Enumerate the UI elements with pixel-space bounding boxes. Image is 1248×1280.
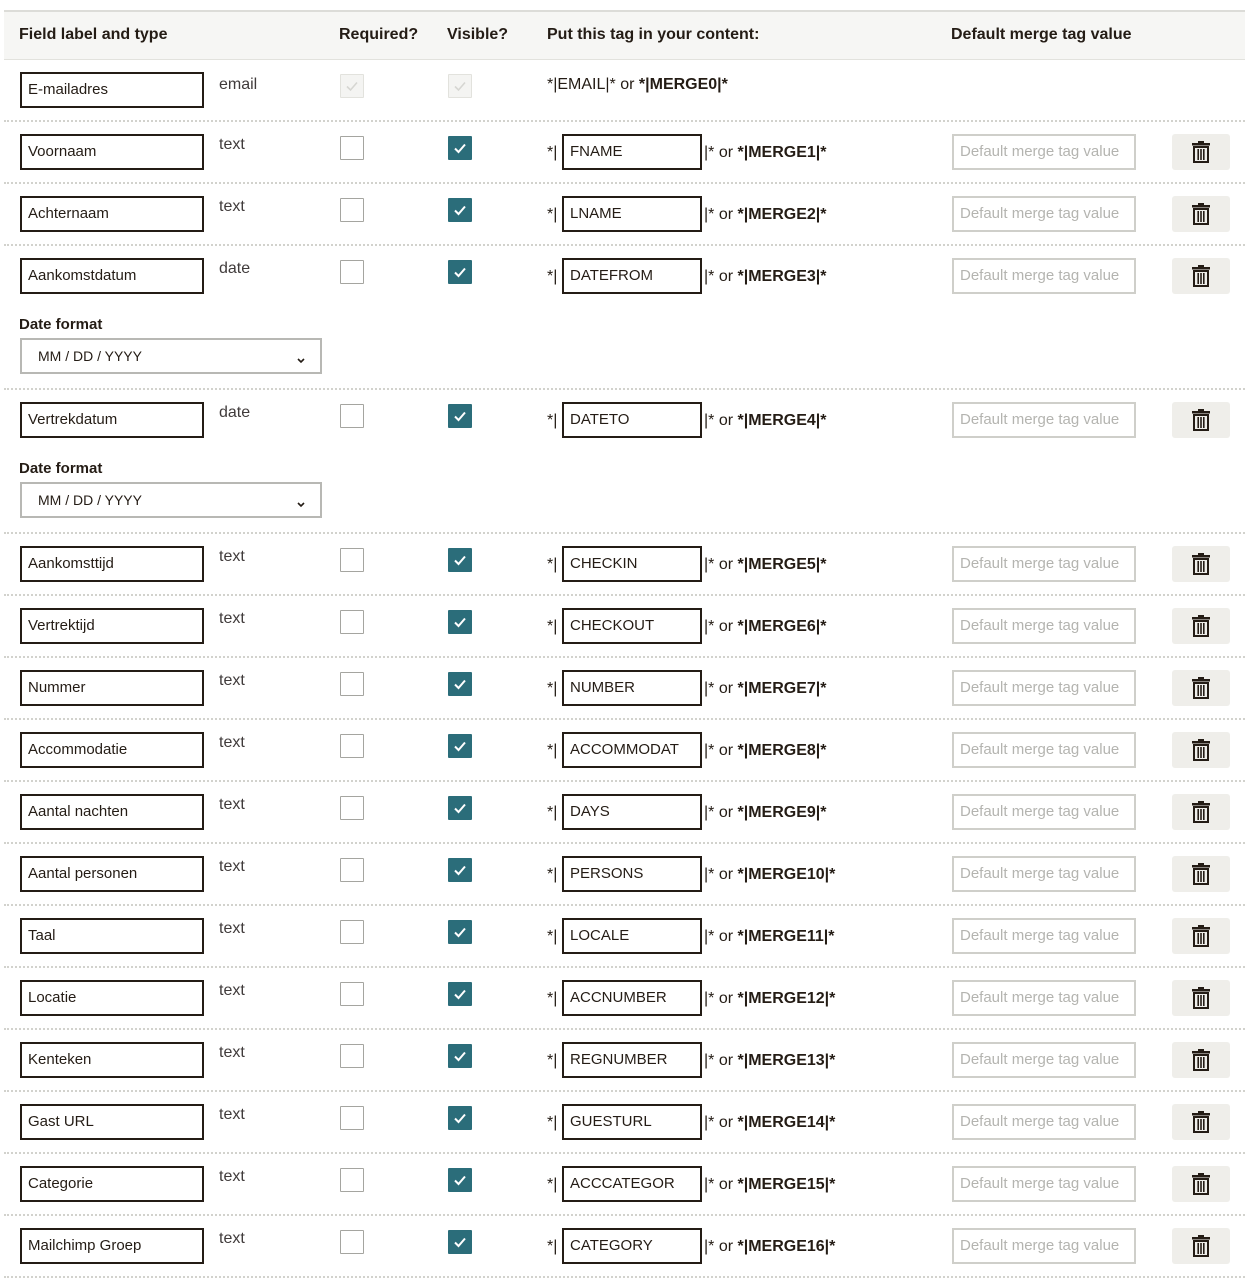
field-row <box>4 1154 1245 1216</box>
checkmark-icon <box>452 78 468 94</box>
field-label-input[interactable]: Aantal personen <box>20 856 204 892</box>
field-label-input[interactable]: E-mailadres <box>20 72 204 108</box>
tag-prefix: *| <box>547 412 558 429</box>
required-checkbox[interactable] <box>340 1168 364 1192</box>
field-row <box>4 1216 1245 1278</box>
default-value-input[interactable]: Default merge tag value <box>952 608 1136 644</box>
default-value-input[interactable]: Default merge tag value <box>952 670 1136 706</box>
tag-prefix: *| <box>547 990 558 1007</box>
delete-field-button[interactable] <box>1172 980 1230 1016</box>
checkmark-icon <box>452 738 468 754</box>
default-value-input[interactable]: Default merge tag value <box>952 258 1136 294</box>
delete-field-button[interactable] <box>1172 196 1230 232</box>
trash-icon <box>1191 1172 1211 1196</box>
table-header <box>4 10 1245 60</box>
visible-checkbox[interactable] <box>448 198 472 222</box>
required-checkbox[interactable] <box>340 672 364 696</box>
delete-field-button[interactable] <box>1172 608 1230 644</box>
default-value-input[interactable]: Default merge tag value <box>952 1042 1136 1078</box>
visible-checkbox[interactable] <box>448 734 472 758</box>
merge-tag-alt: |* or *|MERGE8|* <box>704 742 827 759</box>
checkmark-icon <box>452 264 468 280</box>
tag-prefix: *| <box>547 928 558 945</box>
checkmark-icon <box>452 1110 468 1126</box>
merge-tag-alt: |* or *|MERGE15|* <box>704 1176 836 1193</box>
visible-checkbox <box>448 74 472 98</box>
merge-tag-input[interactable]: CHECKIN <box>562 546 702 582</box>
field-row <box>4 1030 1245 1092</box>
trash-icon <box>1191 202 1211 226</box>
required-checkbox[interactable] <box>340 1106 364 1130</box>
delete-field-button[interactable] <box>1172 732 1230 768</box>
visible-checkbox[interactable] <box>448 404 472 428</box>
default-value-input[interactable]: Default merge tag value <box>952 980 1136 1016</box>
required-checkbox[interactable] <box>340 982 364 1006</box>
trash-icon <box>1191 140 1211 164</box>
checkmark-icon <box>452 614 468 630</box>
field-label-input[interactable]: Categorie <box>20 1166 204 1202</box>
required-checkbox[interactable] <box>340 260 364 284</box>
merge-tag-alt: |* or *|MERGE7|* <box>704 680 827 697</box>
delete-field-button[interactable] <box>1172 1228 1230 1264</box>
merge-tag-alt: |* or *|MERGE3|* <box>704 268 827 285</box>
trash-icon <box>1191 1110 1211 1134</box>
default-value-input[interactable]: Default merge tag value <box>952 732 1136 768</box>
field-type: email <box>219 76 258 93</box>
trash-icon <box>1191 264 1211 288</box>
merge-tag-input[interactable]: PERSONS <box>562 856 702 892</box>
field-label-input[interactable]: Nummer <box>20 670 204 706</box>
delete-field-button[interactable] <box>1172 1042 1230 1078</box>
merge-tag-alt: |* or *|MERGE13|* <box>704 1052 836 1069</box>
merge-tag-alt: |* or *|MERGE16|* <box>704 1238 836 1255</box>
visible-checkbox[interactable] <box>448 1168 472 1192</box>
required-checkbox[interactable] <box>340 1044 364 1068</box>
trash-icon <box>1191 552 1211 576</box>
field-type: text <box>219 1044 245 1061</box>
visible-checkbox[interactable] <box>448 672 472 696</box>
visible-checkbox[interactable] <box>448 1230 472 1254</box>
header-default: Default merge tag value <box>951 26 1132 43</box>
merge-tag-input[interactable]: CHECKOUT <box>562 608 702 644</box>
required-checkbox[interactable] <box>340 734 364 758</box>
tag-prefix: *| <box>547 866 558 883</box>
delete-field-button[interactable] <box>1172 918 1230 954</box>
field-type: text <box>219 1168 245 1185</box>
checkmark-icon <box>344 78 360 94</box>
field-type: text <box>219 858 245 875</box>
field-row <box>4 246 1245 390</box>
merge-tag-input[interactable]: NUMBER <box>562 670 702 706</box>
date-format-label: Date format <box>19 460 103 477</box>
field-label-input[interactable]: Mailchimp Groep <box>20 1228 204 1264</box>
field-row-email <box>4 60 1245 122</box>
field-row <box>4 184 1245 246</box>
field-type: text <box>219 920 245 937</box>
required-checkbox[interactable] <box>340 796 364 820</box>
field-type: date <box>219 404 251 421</box>
field-row <box>4 1092 1245 1154</box>
visible-checkbox[interactable] <box>448 982 472 1006</box>
required-checkbox[interactable] <box>340 548 364 572</box>
field-type: text <box>219 734 245 751</box>
visible-checkbox[interactable] <box>448 920 472 944</box>
merge-tag-text: *|EMAIL|* or *|MERGE0|* <box>547 76 728 93</box>
required-checkbox[interactable] <box>340 404 364 428</box>
merge-tag-input[interactable]: ACCNUMBER <box>562 980 702 1016</box>
merge-tag-alt: |* or *|MERGE4|* <box>704 412 827 429</box>
field-label-input[interactable]: Taal <box>20 918 204 954</box>
default-value-input[interactable]: Default merge tag value <box>952 402 1136 438</box>
field-type: text <box>219 982 245 999</box>
default-value-input[interactable]: Default merge tag value <box>952 546 1136 582</box>
field-label-input[interactable]: Vertrektijd <box>20 608 204 644</box>
field-row <box>4 782 1245 844</box>
checkmark-icon <box>452 408 468 424</box>
required-checkbox[interactable] <box>340 198 364 222</box>
default-value-input[interactable]: Default merge tag value <box>952 794 1136 830</box>
chevron-down-icon <box>296 501 306 509</box>
delete-field-button[interactable] <box>1172 856 1230 892</box>
header-tag: Put this tag in your content: <box>547 26 760 43</box>
required-checkbox[interactable] <box>340 858 364 882</box>
merge-tag-input[interactable]: DATETO <box>562 402 702 438</box>
required-checkbox[interactable] <box>340 920 364 944</box>
checkmark-icon <box>452 986 468 1002</box>
tag-prefix: *| <box>547 1238 558 1255</box>
merge-tag-input[interactable]: GUESTURL <box>562 1104 702 1140</box>
merge-tag-alt: |* or *|MERGE14|* <box>704 1114 836 1131</box>
field-label-input[interactable]: Gast URL <box>20 1104 204 1140</box>
merge-tag-input[interactable]: REGNUMBER <box>562 1042 702 1078</box>
field-label-input[interactable]: Achternaam <box>20 196 204 232</box>
field-label-input[interactable]: Accommodatie <box>20 732 204 768</box>
checkmark-icon <box>452 862 468 878</box>
field-row <box>4 122 1245 184</box>
delete-field-button[interactable] <box>1172 1104 1230 1140</box>
date-format-select[interactable]: MM / DD / YYYY <box>20 338 322 374</box>
trash-icon <box>1191 1234 1211 1258</box>
trash-icon <box>1191 614 1211 638</box>
required-checkbox <box>340 74 364 98</box>
field-row <box>4 844 1245 906</box>
merge-tag-input[interactable]: FNAME <box>562 134 702 170</box>
field-row <box>4 534 1245 596</box>
delete-field-button[interactable] <box>1172 794 1230 830</box>
field-type: text <box>219 610 245 627</box>
date-format-label: Date format <box>19 316 103 333</box>
header-label-type: Field label and type <box>19 26 168 43</box>
field-type: text <box>219 1230 245 1247</box>
merge-tag-alt: |* or *|MERGE10|* <box>704 866 836 883</box>
tag-prefix: *| <box>547 804 558 821</box>
trash-icon <box>1191 676 1211 700</box>
merge-tag-alt: |* or *|MERGE9|* <box>704 804 827 821</box>
field-type: text <box>219 548 245 565</box>
trash-icon <box>1191 924 1211 948</box>
required-checkbox[interactable] <box>340 610 364 634</box>
delete-field-button[interactable] <box>1172 402 1230 438</box>
default-value-input[interactable]: Default merge tag value <box>952 1104 1136 1140</box>
visible-checkbox[interactable] <box>448 136 472 160</box>
trash-icon <box>1191 800 1211 824</box>
field-label-input[interactable]: Aankomsttijd <box>20 546 204 582</box>
checkmark-icon <box>452 676 468 692</box>
tag-prefix: *| <box>547 206 558 223</box>
field-type: text <box>219 1106 245 1123</box>
date-format-select[interactable]: MM / DD / YYYY <box>20 482 322 518</box>
required-checkbox[interactable] <box>340 136 364 160</box>
merge-tag-input[interactable]: DAYS <box>562 794 702 830</box>
header-required: Required? <box>339 26 419 43</box>
merge-tag-alt: |* or *|MERGE2|* <box>704 206 827 223</box>
tag-prefix: *| <box>547 144 558 161</box>
checkmark-icon <box>452 202 468 218</box>
delete-field-button[interactable] <box>1172 670 1230 706</box>
checkmark-icon <box>452 1172 468 1188</box>
field-label-input[interactable]: Vertrekdatum <box>20 402 204 438</box>
required-checkbox[interactable] <box>340 1230 364 1254</box>
delete-field-button[interactable] <box>1172 1166 1230 1202</box>
merge-tag-input[interactable]: ACCCATEGOR <box>562 1166 702 1202</box>
checkmark-icon <box>452 552 468 568</box>
field-type: text <box>219 796 245 813</box>
merge-tag-input[interactable]: LOCALE <box>562 918 702 954</box>
field-type: text <box>219 672 245 689</box>
checkmark-icon <box>452 1234 468 1250</box>
chevron-down-icon <box>296 357 306 365</box>
delete-field-button[interactable] <box>1172 258 1230 294</box>
tag-prefix: *| <box>547 1114 558 1131</box>
delete-field-button[interactable] <box>1172 134 1230 170</box>
field-label-input[interactable]: Voornaam <box>20 134 204 170</box>
default-value-input[interactable]: Default merge tag value <box>952 134 1136 170</box>
visible-checkbox[interactable] <box>448 1106 472 1130</box>
field-row <box>4 968 1245 1030</box>
field-label-input[interactable]: Aantal nachten <box>20 794 204 830</box>
tag-prefix: *| <box>547 618 558 635</box>
tag-prefix: *| <box>547 742 558 759</box>
field-type: date <box>219 260 251 277</box>
tag-prefix: *| <box>547 268 558 285</box>
field-row <box>4 720 1245 782</box>
field-label-input[interactable]: Locatie <box>20 980 204 1016</box>
merge-tag-alt: |* or *|MERGE6|* <box>704 618 827 635</box>
tag-prefix: *| <box>547 1176 558 1193</box>
visible-checkbox[interactable] <box>448 260 472 284</box>
visible-checkbox[interactable] <box>448 548 472 572</box>
trash-icon <box>1191 986 1211 1010</box>
merge-tag-input[interactable]: CATEGORY <box>562 1228 702 1264</box>
default-value-input[interactable]: Default merge tag value <box>952 1228 1136 1264</box>
visible-checkbox[interactable] <box>448 796 472 820</box>
field-label-input[interactable]: Kenteken <box>20 1042 204 1078</box>
field-type: text <box>219 136 245 153</box>
trash-icon <box>1191 408 1211 432</box>
field-row <box>4 596 1245 658</box>
checkmark-icon <box>452 1048 468 1064</box>
merge-tag-alt: |* or *|MERGE1|* <box>704 144 827 161</box>
default-value-input[interactable]: Default merge tag value <box>952 918 1136 954</box>
checkmark-icon <box>452 924 468 940</box>
field-row <box>4 906 1245 968</box>
delete-field-button[interactable] <box>1172 546 1230 582</box>
visible-checkbox[interactable] <box>448 610 472 634</box>
checkmark-icon <box>452 800 468 816</box>
trash-icon <box>1191 738 1211 762</box>
merge-tag-alt: |* or *|MERGE11|* <box>704 928 835 945</box>
default-value-input[interactable]: Default merge tag value <box>952 196 1136 232</box>
merge-tag-alt: |* or *|MERGE5|* <box>704 556 827 573</box>
checkmark-icon <box>452 140 468 156</box>
field-type: text <box>219 198 245 215</box>
visible-checkbox[interactable] <box>448 1044 472 1068</box>
header-visible: Visible? <box>447 26 509 43</box>
trash-icon <box>1191 1048 1211 1072</box>
field-row <box>4 390 1245 534</box>
field-row <box>4 658 1245 720</box>
merge-tag-input[interactable]: ACCOMMODAT <box>562 732 702 768</box>
tag-prefix: *| <box>547 680 558 697</box>
default-value-input[interactable]: Default merge tag value <box>952 856 1136 892</box>
default-value-input[interactable]: Default merge tag value <box>952 1166 1136 1202</box>
trash-icon <box>1191 862 1211 886</box>
merge-tag-input[interactable]: DATEFROM <box>562 258 702 294</box>
tag-prefix: *| <box>547 1052 558 1069</box>
field-label-input[interactable]: Aankomstdatum <box>20 258 204 294</box>
visible-checkbox[interactable] <box>448 858 472 882</box>
merge-tag-alt: |* or *|MERGE12|* <box>704 990 836 1007</box>
tag-prefix: *| <box>547 556 558 573</box>
merge-tag-input[interactable]: LNAME <box>562 196 702 232</box>
